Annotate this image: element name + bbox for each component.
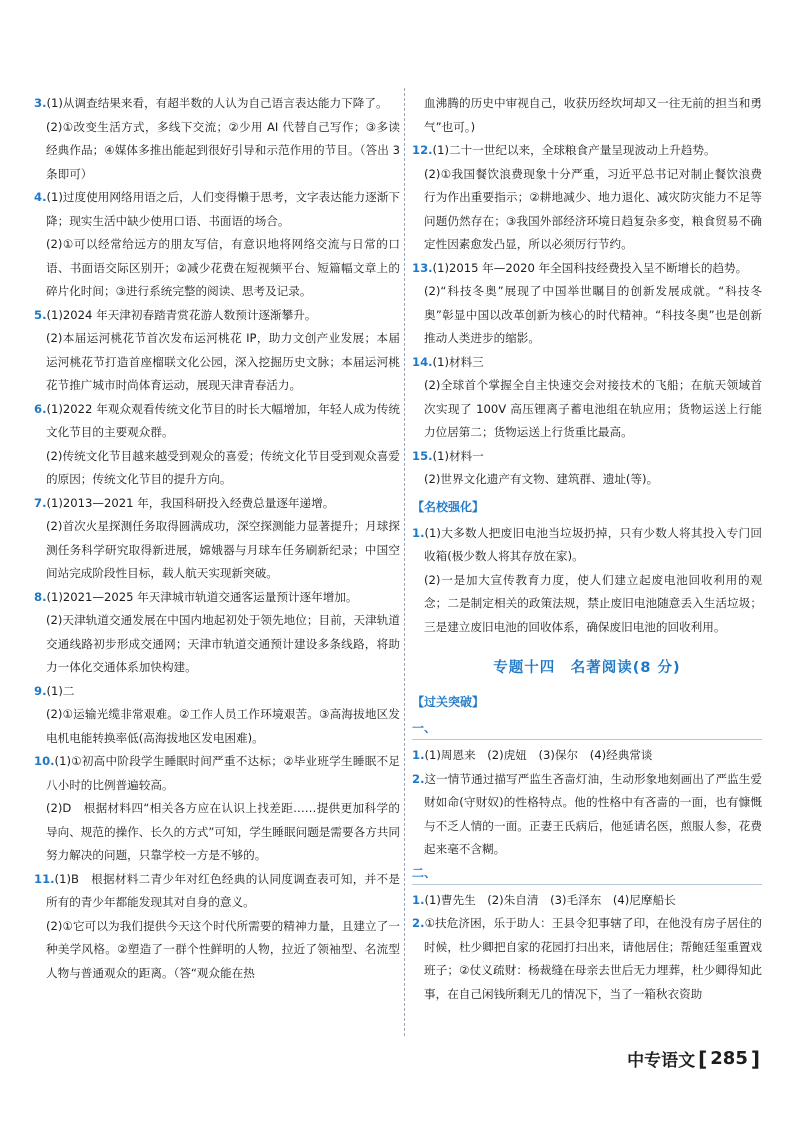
question-answer: [412, 889, 762, 913]
answer-text: (2)D 根据材料四“相关各方应在认识上找差距……提供更加科学的导向、规范的操作、长久的方式”可知，学生睡眠问题是需要各方共同努力解决的问题，只靠学校一方是不够的。: [46, 801, 400, 862]
answer-text: (1)过度使用网络用语之后，人们变得懒于思考，文字表达能力逐渐下降；现实生活中缺少使用口语、书面语的场合。: [46, 190, 400, 228]
answer-text: (2)①它可以为我们提供今天这个时代所需要的精神力量，且建立了一种美学风格。②塑造了一群个性鲜明的人物，拉近了领袖型、名流型人物与普通观众的距离。（答“观众能在热: [46, 918, 400, 980]
question-number: 1.: [412, 748, 425, 762]
answer-text: (2)传统文化节目越来越受到观众的喜爱；传统文化节目受到观众喜爱的原因；传统文化节目的提升方向。: [46, 448, 400, 486]
answer-text: (1)周恩来 (2)虎妞 (3)保尔 (4)经典常谈: [424, 748, 653, 762]
answer-text: (1)①初高中阶段学生睡眠时间严重不达标；②毕业班学生睡眠不足八小时的比例普遍较高。: [46, 754, 400, 792]
answer-text: (1)2015 年—2020 年全国科技经费投入呈不断增长的趋势。: [432, 260, 748, 275]
page-number-bracket-open: [: [698, 1046, 708, 1071]
answer-text: (1)二: [46, 683, 75, 698]
question-answer: [412, 744, 762, 768]
answer-text: ①扶危济困，乐于助人：王县令犯事辖了印，在他没有房子居住的时候，杜少卿把自家的花园打扫出来，请他居住；帮鲍廷玺重置戏班子；②仗义疏财：杨裁缝在母亲去世后无力埋葬，杜少卿得知此事，在自己闲钱所剩无几的情况下，当了一箱秋衣资助: [424, 916, 762, 1001]
answer-text: (1)2021—2025 年天津城市轨道交通客运量预计逐年增加。: [46, 589, 358, 604]
answer-paragraph: [34, 609, 400, 680]
answer-text: (2)世界文化遗产有文物、建筑群、遗址(等)。: [424, 472, 659, 486]
answer-text: (1)从调查结果来看，有超半数的人认为自己语言表达能力下降了。: [46, 96, 388, 110]
answer-text: (2)天津轨道交通发展在中国内地起初处于领先地位；目前，天津轨道交通线路初步形成交通网；天津市轨道交通预计建设多条线路，将助力一体化交通体系加快构建。: [46, 613, 400, 674]
part-one-answer-list: [412, 744, 762, 862]
question-answer: [412, 257, 762, 281]
question-answer: [34, 868, 400, 915]
question-answer: [34, 492, 400, 516]
mingxiao-answer-list: [412, 522, 762, 640]
answer-text: (2)①我国餐饮浪费现象十分严重，习近平总书记对制止餐饮浪费行为作出重要指示；②耕地减少、地力退化、减灾防灾能力不足等问题仍然存在；③我国外部经济环境日趋复杂多变，粮食贸易不确定性因素愈发凸显，所以必须厉行节约。: [424, 166, 762, 251]
answer-paragraph: [34, 915, 400, 986]
question-answer: [412, 522, 762, 569]
question-number: 1.: [412, 525, 425, 540]
page-number-bracket-close: ]: [750, 1046, 760, 1071]
question-number: 5.: [34, 307, 47, 322]
right-column: [412, 92, 762, 1006]
answer-paragraph: [412, 163, 762, 257]
question-answer: [412, 351, 762, 375]
question-number: 14.: [412, 354, 433, 369]
answer-paragraph: [412, 569, 762, 640]
answer-text: (2)一是加大宣传教育力度，使人们建立起废电池回收利用的观念；二是制定相关的政策法规，禁止废旧电池随意丢入生活垃圾；三是建立废旧电池的回收体系，确保废旧电池的回收利用。: [424, 572, 762, 634]
question-number: 13.: [412, 260, 433, 275]
column-divider: [404, 88, 405, 1036]
question-number: 7.: [34, 495, 47, 510]
answer-text: (1)材料一: [432, 448, 484, 463]
question-number: 9.: [34, 683, 47, 698]
answer-text: (1)2013—2021 年，我国科研投入经费总量逐年递增。: [46, 495, 335, 510]
answer-text: (1)二十一世纪以来，全球粮食产量呈现波动上升趋势。: [432, 143, 716, 157]
left-answer-list: [34, 92, 400, 985]
question-answer: [412, 139, 762, 163]
answer-text: (2)①改变生活方式，多线下交流；②少用 AI 代替自己写作；③多读经典作品；④媒体多推出能起到很好引导和示范作用的节目。（答出 3 条即可）: [46, 119, 400, 181]
answer-paragraph: [412, 374, 762, 445]
answer-text: (1)大多数人把废旧电池当垃圾扔掉，只有少数人将其投入专门回收箱(极少数人将其存放在家)。: [424, 525, 762, 563]
question-number: 6.: [34, 401, 47, 416]
right-answer-list: [412, 92, 762, 492]
answer-text: (2)①可以经常给远方的朋友写信，有意识地将网络交流与日常的口语、书面语交际区别开；②减少花费在短视频平台、短篇幅文章上的碎片化时间；③进行系统完整的阅读、思考及记录。: [46, 237, 400, 298]
question-number: 10.: [34, 754, 55, 768]
question-answer: [34, 186, 400, 233]
question-answer: [34, 586, 400, 610]
part-heading-one: 一、: [412, 721, 437, 735]
part-rule-one: [412, 739, 762, 740]
question-answer: [412, 445, 762, 469]
answer-text: 这一情节通过描写严监生吝啬灯油，生动形象地刻画出了严监生爱财如命(守财奴)的性格特点。他的性格中有吝啬的一面，也有慷慨与不乏人情的一面。正妻王氏病后，他延请名医，煎服人参，花费起来毫不含糊。: [424, 771, 762, 856]
answer-paragraph: [34, 116, 400, 187]
question-number: 11.: [34, 871, 55, 886]
answer-text: 血沸腾的历史中审视自己，收获历经坎坷却又一往无前的担当和勇气”也可。): [424, 96, 762, 134]
question-answer: [412, 768, 762, 862]
question-number: 2.: [412, 916, 425, 930]
answer-paragraph: [34, 327, 400, 398]
question-answer: [34, 750, 400, 797]
part-two-answer-list: [412, 889, 762, 1007]
question-number: 3.: [34, 96, 47, 110]
question-answer: [412, 912, 762, 1006]
part-heading-two: 二、: [412, 865, 437, 880]
answer-paragraph: [34, 797, 400, 868]
answer-paragraph: [34, 445, 400, 492]
question-answer: [34, 304, 400, 328]
answer-paragraph: [34, 233, 400, 304]
section-title: 专题十四 名著阅读(8 分): [493, 660, 681, 676]
question-answer: [34, 680, 400, 704]
answer-paragraph: [412, 280, 762, 351]
question-answer: [34, 398, 400, 445]
answer-text: (1)B 根据材料二青少年对红色经典的认同度调查表可知，并不是所有的青少年都能发现其对自身的意义。: [46, 871, 400, 909]
answer-text: (2)全球首个掌握全自主快速交会对接技术的飞船；在航天领域首次实现了 100V 高压锂离子蓄电池组在轨应用；货物运送上行能力位居第二；货物运送上行货重比最高。: [424, 378, 762, 439]
answer-text: (2)本届运河桃花节首次发布运河桃花 IP，助力文创产业发展；本届运河桃花节打造首座榴联文化公园，深入挖掘历史文脉；本届运河桃花节推广城市时尚体育运动，展现天津青春活力。: [46, 331, 400, 392]
left-column: [34, 92, 400, 985]
answer-text: (2)①运输光缆非常艰难。②工作人员工作环境艰苦。③高海拔地区发电机电能转换率低(高海拔地区发电困难)。: [46, 707, 400, 745]
answer-text: (1)材料三: [432, 354, 484, 369]
answer-paragraph: [34, 703, 400, 750]
answer-text: (2)首次火星探测任务取得圆满成功，深空探测能力显著提升；月球探测任务科学研究取得新进展，嫦娥器与月球车任务刷新纪录；中国空间站完成阶段性目标，载人航天实现新突破。: [46, 519, 400, 580]
answer-text: (2)“科技冬奥”展现了中国举世瞩目的创新发展成就。“科技冬奥”彰显中国以改革创新为核心的时代精神。“科技冬奥”也是创新推动人类进步的缩影。: [424, 284, 762, 345]
section-tag-mingxiao: 【名校强化】: [412, 499, 485, 514]
footer-label: 中专语文: [627, 1051, 696, 1071]
page-footer: [627, 1046, 760, 1071]
question-number: 12.: [412, 143, 433, 157]
question-number: 2.: [412, 771, 425, 786]
question-answer: [34, 92, 400, 116]
section-tag-guoguan: 【过关突破】: [412, 695, 485, 709]
page-number: 285: [710, 1048, 748, 1069]
answer-text: (1)曹先生 (2)朱自清 (3)毛泽东 (4)尼摩船长: [424, 892, 676, 907]
part-rule-two: [412, 884, 762, 885]
answer-paragraph: [412, 468, 762, 492]
answer-paragraph: [34, 515, 400, 586]
question-number: 8.: [34, 589, 47, 604]
question-number: 15.: [412, 448, 433, 463]
answer-text: (1)2022 年观众观看传统文化节目的时长大幅增加，年轻人成为传统文化节目的主要观众群。: [46, 401, 400, 439]
question-number: 4.: [34, 190, 47, 204]
question-number: 1.: [412, 892, 425, 907]
answer-paragraph: [412, 92, 762, 139]
answer-text: (1)2024 年天津初春踏青赏花游人数预计逐渐攀升。: [46, 307, 317, 322]
